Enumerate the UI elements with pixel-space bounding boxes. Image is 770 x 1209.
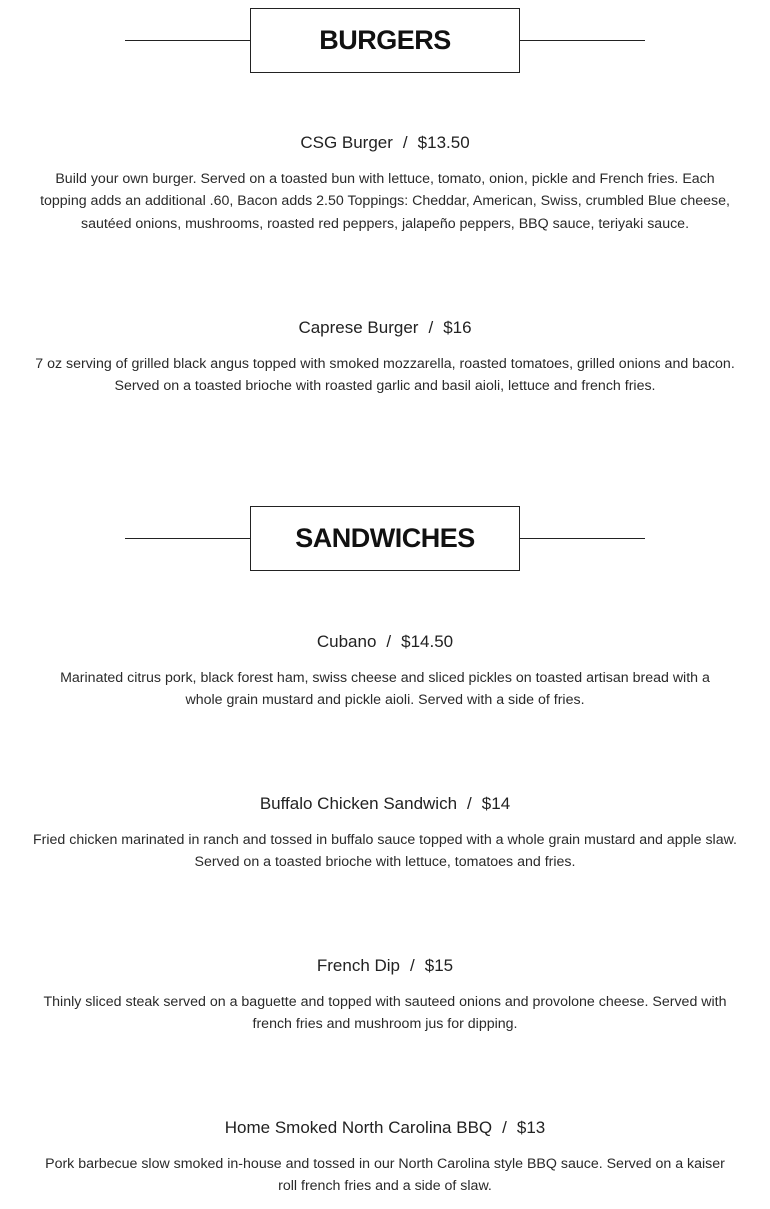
menu-item-price: $14 — [481, 794, 511, 813]
menu-item-price: $15 — [424, 956, 454, 975]
menu-item-separator: / — [410, 956, 415, 975]
menu-item-title — [0, 792, 770, 816]
menu-item-title — [0, 630, 770, 654]
menu-item-price: $13.50 — [417, 133, 470, 152]
section-header-burgers — [0, 8, 770, 73]
menu-item-title — [0, 954, 770, 978]
divider-line — [520, 538, 645, 539]
menu-item-separator: / — [402, 133, 408, 152]
menu-item-description: Pork barbecue slow smoked in-house and tossed in our North Carolina style BBQ sauce. Served on a kaiser roll french fries and a side of slaw. — [45, 1156, 725, 1195]
menu-item-price: $13 — [516, 1118, 546, 1137]
menu-item-separator: / — [502, 1118, 507, 1137]
menu-item-price: $16 — [443, 318, 472, 337]
menu-item-name: CSG Burger — [300, 133, 393, 152]
menu-item-name: Home Smoked North Carolina BBQ — [224, 1118, 493, 1137]
section-heading-box — [250, 8, 520, 73]
section-heading: SANDWICHES — [295, 523, 475, 553]
divider-line — [125, 40, 250, 41]
menu-item-description: 7 oz serving of grilled black angus topped with smoked mozzarella, roasted tomatoes, grilled onions and bacon. Served on a toasted brioche with roasted garlic and basil aioli, lettuce and french fries. — [35, 356, 735, 395]
menu-item-name: Buffalo Chicken Sandwich — [259, 794, 458, 813]
menu-item-price: $14.50 — [401, 632, 454, 651]
menu-item-description: Thinly sliced steak served on a baguette and topped with sauteed onions and provolone cheese. Served with french fries and mushroom jus for dipping. — [43, 994, 727, 1033]
menu-item-description: Fried chicken marinated in ranch and tossed in buffalo sauce topped with a whole grain mustard and apple slaw. Served on a toasted brioche with lettuce, tomatoes and fries. — [32, 832, 738, 871]
menu-item-separator: / — [428, 318, 434, 337]
menu-item-name: Cubano — [316, 632, 377, 651]
menu-item-title — [0, 316, 770, 340]
menu-item-description: Marinated citrus pork, black forest ham, swiss cheese and sliced pickles on toasted artisan bread with a whole grain mustard and pickle aioli. Served with a side of fries. — [60, 670, 710, 709]
section-heading-box — [250, 506, 520, 571]
menu-item-title — [0, 131, 770, 155]
menu-item-description: Build your own burger. Served on a toasted bun with lettuce, tomato, onion, pickle and French fries. Each topping adds an additional .60, Bacon adds 2.50 Toppings: Cheddar, American, Swiss, crumbled Blue cheese, sautéed onions, mushrooms, roasted red peppers, jalapeño peppers, BBQ sauce, teriyaki sauce. — [40, 171, 730, 232]
divider-line — [125, 538, 250, 539]
menu-item-caprese-burger — [0, 316, 770, 398]
menu-item-separator: / — [386, 632, 392, 651]
menu-item-name: French Dip — [316, 956, 401, 975]
section-header-sandwiches — [0, 506, 770, 571]
menu-item-home-smoked-nc-bbq — [0, 1116, 770, 1198]
menu-item-csg-burger — [0, 131, 770, 235]
menu-item-name: Caprese Burger — [298, 318, 419, 337]
menu-item-french-dip — [0, 954, 770, 1036]
menu-item-cubano — [0, 630, 770, 712]
section-heading: BURGERS — [319, 25, 451, 55]
divider-line — [520, 40, 645, 41]
menu-item-title — [0, 1116, 770, 1140]
menu-item-buffalo-chicken-sandwich — [0, 792, 770, 874]
menu-item-separator: / — [467, 794, 472, 813]
